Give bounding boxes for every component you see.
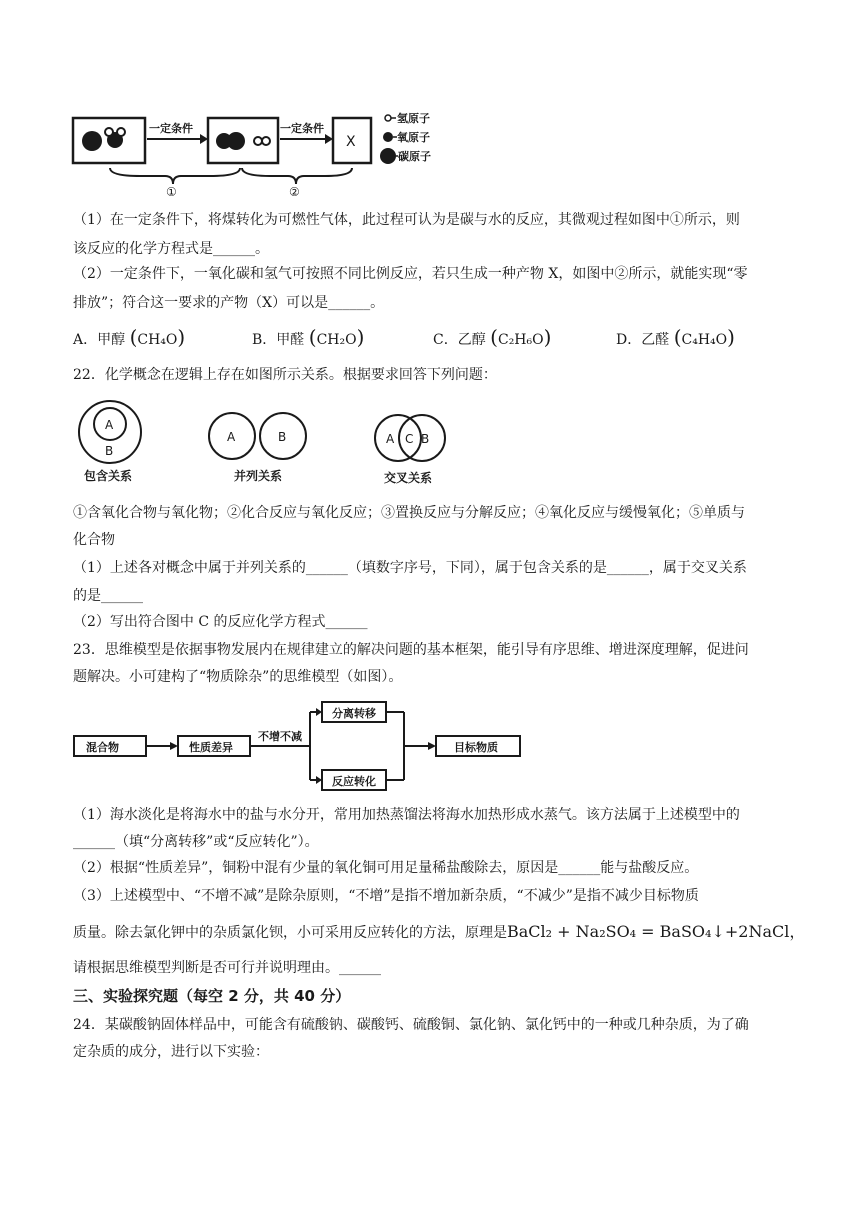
model-difference: 性质差异 [189,741,233,754]
circle-letter-b2: B [278,430,287,444]
q23-part3-line1: （3）上述模型中、“不增不减”是除杂原则，“不增”是指不增加新杂质，“不减少”是指不减少目标物质 [73,888,699,904]
q22-items-line2: 化合物 [73,532,115,548]
option-d-formula: C₄H₄O [681,332,728,348]
q23-stem-line2: 题解决。小可建构了“物质除杂”的思维模型（如图）。 [73,669,403,685]
circle-letter-a3: A [386,432,395,446]
q22-items-line1: ①含氧化合物与氧化物；②化合反应与氧化反应；③置换反应与分解反应；④氧化反应与缓慢氧化；⑤单质与 [73,505,745,521]
legend-hydrogen: 氢原子 [397,112,430,125]
option-a-formula: CH₄O [137,332,178,348]
label-containment: 包含关系 [84,469,133,483]
q21-part1-line2: 该反应的化学方程式是______。 [73,241,269,257]
arrow-label-1: 一定条件 [149,122,193,135]
option-a-label: A．甲醇 [73,332,126,348]
q22-part1-line1: （1）上述各对概念中属于并列关系的______（填数字序号，下同），属于包含关系的是______，属于交叉关系 [73,560,747,576]
q22-stem: 22．化学概念在逻辑上存在如图所示关系。根据要求回答下列问题： [73,367,497,383]
brace-label-1: ① [166,185,177,196]
q23-part3-line2 [73,922,805,943]
q23-stem-line1: 23．思维模型是依据事物发展内在规律建立的解决问题的基本框架，能引导有序思维、增进深度理解，促进问 [73,642,749,658]
section-heading: 三、实验探究题（每空 2 分，共 40 分） [73,987,351,1005]
option-c-label: C．乙醇 [433,332,486,348]
purification-model-diagram [70,698,530,794]
q23-part1-line1: （1）海水淡化是将海水中的盐与水分开，常用加热蒸馏法将海水加热形成水蒸气。该方法属于上述模型中的 [73,807,740,823]
q24-stem-line2: 定杂质的成分，进行以下实验： [73,1044,269,1060]
q22-part2: （2）写出符合图中 C 的反应化学方程式______ [73,614,368,630]
option-c-formula: C₂H₆O [497,332,544,348]
q23-part3-line3: 请根据思维模型判断是否可行并说明理由。______ [73,960,381,976]
q22-part1-line2: 的是______ [73,588,143,604]
circle-letter-b3: B [421,432,430,446]
label-intersect: 交叉关系 [384,471,433,485]
option-d[interactable]: D．乙醛 (C₄H₄O) [616,325,735,349]
reaction-equation: BaCl₂ + Na₂SO₄ = BaSO₄↓+2NaCl， [507,922,806,941]
legend-carbon: 碳原子 [398,150,431,163]
product-x-label: X [346,134,356,150]
circle-letter-a2: A [227,430,236,444]
label-parallel: 并列关系 [234,469,283,483]
circle-letter-a1: A [105,418,114,432]
option-c[interactable]: C．乙醇 (C₂H₆O) [433,325,552,349]
option-b-formula: CH₂O [316,332,357,348]
option-b[interactable]: B．甲醛 (CH₂O) [252,325,365,349]
model-target: 目标物质 [454,741,498,754]
legend-oxygen: 氧原子 [397,131,430,144]
q24-stem-line1: 24．某碳酸钠固体样品中，可能含有硫酸钠、碳酸钙、硫酸铜、氯化钠、氯化钙中的一种或几种杂质，为了确 [73,1017,749,1033]
model-separation: 分离转移 [332,707,376,720]
option-a[interactable]: A．甲醇 (CH₄O) [73,325,186,349]
model-principle: 不增不减 [258,730,302,743]
q23-part3-text: 质量。除去氯化钾中的杂质氯化钡，小可采用反应转化的方法，原理是 [73,925,507,941]
circle-letter-c3: C [405,432,414,446]
brace-label-2: ② [289,185,300,196]
model-mixture: 混合物 [86,741,119,754]
option-b-label: B．甲醛 [252,332,305,348]
concept-relation-diagram [70,398,470,490]
q21-part2-line1: （2）一定条件下，一氧化碳和氢气可按照不同比例反应，若只生成一种产物 X，如图中②所示，就能实现“零 [73,266,748,282]
q21-part2-line2: 排放”；符合这一要求的产物（X）可以是______。 [73,295,385,311]
reaction-process-figure [70,104,450,196]
q23-part1-line2: ______（填“分离转移”或“反应转化”）。 [73,834,319,850]
arrow-label-2: 一定条件 [280,122,324,135]
model-reaction: 反应转化 [332,775,376,788]
q23-part2: （2）根据“性质差异”，铜粉中混有少量的氧化铜可用足量稀盐酸除去，原因是______能与盐酸反应。 [73,860,699,876]
option-d-label: D．乙醛 [616,332,670,348]
circle-letter-b1: B [105,444,114,458]
q21-part1-line1: （1）在一定条件下，将煤转化为可燃性气体，此过程可认为是碳与水的反应，其微观过程如图中①所示，则 [73,212,740,228]
